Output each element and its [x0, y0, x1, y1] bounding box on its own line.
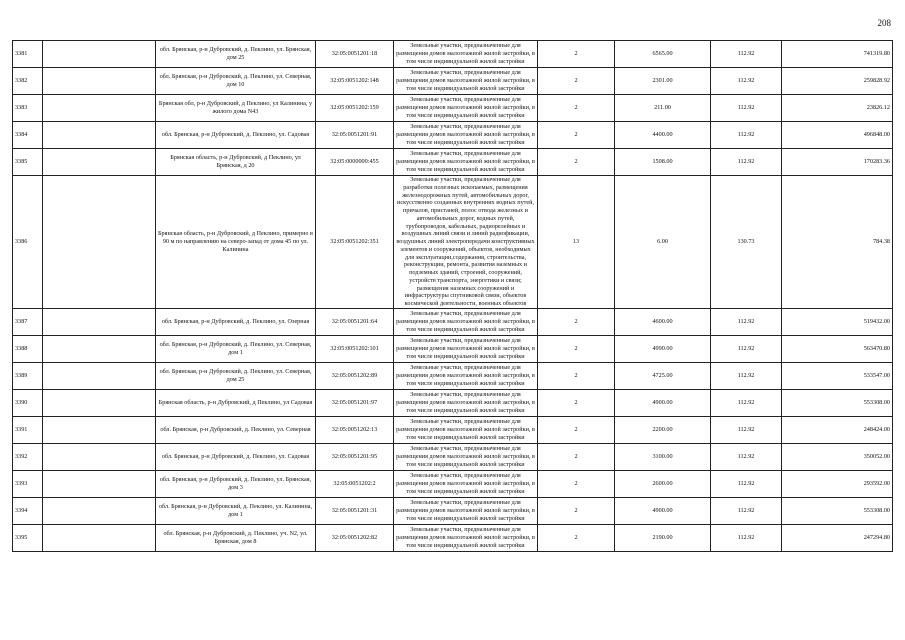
blank-cell	[43, 95, 156, 122]
table-row	[13, 390, 893, 417]
address-cell: обл. Брянская, р-н Дубровский, д. Пеклино, ул. Калинина, дом 1	[156, 498, 316, 525]
cadastral-value-cell: 293592.00	[782, 471, 893, 498]
category-cell: 2	[538, 336, 615, 363]
cadastral-value-cell: 23826.12	[782, 95, 893, 122]
category-cell: 2	[538, 444, 615, 471]
land-use-cell: Земельные участки, предназначенные для размещения домов малоэтажной жилой застройки, в том числе индивидуальной жилой застройки	[394, 498, 538, 525]
category-cell: 2	[538, 363, 615, 390]
category-cell: 13	[538, 176, 615, 309]
land-registry-table	[12, 40, 893, 552]
cadastral-value-cell: 170283.36	[782, 149, 893, 176]
address-cell: обл. Брянская, р-н Дубровский, д. Пеклино, ул. Брянская, дом 3	[156, 471, 316, 498]
land-use-cell: Земельные участки, предназначенные для размещения домов малоэтажной жилой застройки, в том числе индивидуальной жилой застройки	[394, 525, 538, 552]
row-number-cell: 3387	[13, 309, 43, 336]
cadastral-number-cell: 32:05:0051202:101	[316, 336, 394, 363]
table-row	[13, 41, 893, 68]
cadastral-value-cell: 247294.80	[782, 525, 893, 552]
area-cell: 4900.00	[615, 390, 711, 417]
cadastral-value-cell: 563470.80	[782, 336, 893, 363]
category-cell: 2	[538, 122, 615, 149]
blank-cell	[43, 336, 156, 363]
address-cell: Брянская область, р-н Дубровский, д Пеклино, примерно в 90 м по направлению на северо-запад от дома 45 по ул. Калинина	[156, 176, 316, 309]
blank-cell	[43, 149, 156, 176]
category-cell: 2	[538, 149, 615, 176]
cadastral-number-cell: 32:05:0051201:64	[316, 309, 394, 336]
cadastral-number-cell: 32:05:0000000:455	[316, 149, 394, 176]
land-use-cell: Земельные участки, предназначенные для размещения домов малоэтажной жилой застройки, в том числе индивидуальной жилой застройки	[394, 444, 538, 471]
page-number: 208	[877, 18, 891, 28]
cadastral-value-cell: 259828.92	[782, 68, 893, 95]
land-use-cell: Земельные участки, предназначенные для размещения домов малоэтажной жилой застройки, в том числе индивидуальной жилой застройки	[394, 95, 538, 122]
blank-cell	[43, 498, 156, 525]
table-row	[13, 444, 893, 471]
cadastral-value-cell: 519432.00	[782, 309, 893, 336]
cadastral-number-cell: 32:05:0051202:351	[316, 176, 394, 309]
table-row	[13, 417, 893, 444]
cadastral-value-cell: 741319.80	[782, 41, 893, 68]
cadastral-number-cell: 32:05:0051202:89	[316, 363, 394, 390]
row-number-cell: 3390	[13, 390, 43, 417]
address-cell: Брянская область, р-н Дубровский, д Пеклино, ул Садовая	[156, 390, 316, 417]
blank-cell	[43, 525, 156, 552]
table-row	[13, 149, 893, 176]
table-row	[13, 471, 893, 498]
rate-cell: 112.92	[711, 444, 782, 471]
blank-cell	[43, 471, 156, 498]
category-cell: 2	[538, 390, 615, 417]
area-cell: 4990.00	[615, 336, 711, 363]
blank-cell	[43, 444, 156, 471]
rate-cell: 112.92	[711, 390, 782, 417]
row-number-cell: 3392	[13, 444, 43, 471]
address-cell: обл. Брянская, р-н Дубровский, д. Пеклино, ул. Северная, дом 10	[156, 68, 316, 95]
row-number-cell: 3383	[13, 95, 43, 122]
table-row	[13, 68, 893, 95]
cadastral-value-cell: 350052.00	[782, 444, 893, 471]
land-use-cell: Земельные участки, предназначенные для размещения домов малоэтажной жилой застройки, в том числе индивидуальной жилой застройки	[394, 309, 538, 336]
category-cell: 2	[538, 525, 615, 552]
land-use-cell: Земельные участки, предназначенные для размещения домов малоэтажной жилой застройки, в том числе индивидуальной жилой застройки	[394, 149, 538, 176]
category-cell: 2	[538, 95, 615, 122]
table-row	[13, 122, 893, 149]
cadastral-number-cell: 32:05:0051201:18	[316, 41, 394, 68]
category-cell: 2	[538, 417, 615, 444]
blank-cell	[43, 176, 156, 309]
rate-cell: 112.92	[711, 95, 782, 122]
rate-cell: 112.92	[711, 309, 782, 336]
table-row	[13, 95, 893, 122]
rate-cell: 112.92	[711, 363, 782, 390]
blank-cell	[43, 363, 156, 390]
rate-cell: 112.92	[711, 122, 782, 149]
area-cell: 4400.00	[615, 122, 711, 149]
row-number-cell: 3381	[13, 41, 43, 68]
rate-cell: 112.92	[711, 417, 782, 444]
cadastral-number-cell: 32:05:0051202:2	[316, 471, 394, 498]
area-cell: 6.00	[615, 176, 711, 309]
row-number-cell: 3385	[13, 149, 43, 176]
cadastral-value-cell: 553308.00	[782, 390, 893, 417]
table-row	[13, 525, 893, 552]
area-cell: 3100.00	[615, 444, 711, 471]
land-use-cell: Земельные участки, предназначенные для размещения домов малоэтажной жилой застройки, в том числе индивидуальной жилой застройки	[394, 68, 538, 95]
land-use-cell: Земельные участки, предназначенные для размещения домов малоэтажной жилой застройки, в том числе индивидуальной жилой застройки	[394, 336, 538, 363]
cadastral-number-cell: 32:05:0051202:148	[316, 68, 394, 95]
category-cell: 2	[538, 68, 615, 95]
land-use-cell: Земельные участки, предназначенные для разработки полезных ископаемых, размещения железнодорожных путей, автомобильных дорог, искусственно созданных внутренних водных путей, причалов, пристаней, полос отвода железных и автомобильных дорог, водных путей, трубопроводов, кабельных, радиорелейных и воздушных линий связи и линий радиофикации, воздушных линий электропередачи конструктивных элементов и сооружений, объектов, необходимых для эксплуатации,содержания, строительства, реконструкции, ремонта, развития наземных и подземных зданий, строений, сооружений, устройств транспорта, энергетики и связи; размещения наземных сооружений и инфраструктуры спутниковой связи, объектов космической деятельности, военных объектов	[394, 176, 538, 309]
address-cell: обл. Брянская, р-н Дубровский, д. Пеклино, ул. Северная, дом 25	[156, 363, 316, 390]
area-cell: 2200.00	[615, 417, 711, 444]
blank-cell	[43, 122, 156, 149]
address-cell: обл. Брянская, р-н Дубровский, д. Пеклино, уч. N2, ул. Брянская, дом 8	[156, 525, 316, 552]
rate-cell: 112.92	[711, 68, 782, 95]
land-use-cell: Земельные участки, предназначенные для размещения домов малоэтажной жилой застройки, в том числе индивидуальной жилой застройки	[394, 471, 538, 498]
row-number-cell: 3395	[13, 525, 43, 552]
address-cell: Брянская область, р-н Дубровский, д Пеклино, ул Брянская, д 20	[156, 149, 316, 176]
table-row	[13, 176, 893, 309]
cadastral-value-cell: 248424.00	[782, 417, 893, 444]
cadastral-number-cell: 32:05:0051201:91	[316, 122, 394, 149]
row-number-cell: 3386	[13, 176, 43, 309]
table-row	[13, 336, 893, 363]
area-cell: 4900.00	[615, 498, 711, 525]
land-use-cell: Земельные участки, предназначенные для размещения домов малоэтажной жилой застройки, в том числе индивидуальной жилой застройки	[394, 390, 538, 417]
area-cell: 2600.00	[615, 471, 711, 498]
address-cell: обл. Брянская, р-н Дубровский, д. Пеклино, ул. Озерная	[156, 309, 316, 336]
rate-cell: 130.73	[711, 176, 782, 309]
cadastral-value-cell: 496848.00	[782, 122, 893, 149]
land-use-cell: Земельные участки, предназначенные для размещения домов малоэтажной жилой застройки, в том числе индивидуальной жилой застройки	[394, 363, 538, 390]
cadastral-value-cell: 784.38	[782, 176, 893, 309]
table-row	[13, 498, 893, 525]
rate-cell: 112.92	[711, 41, 782, 68]
rate-cell: 112.92	[711, 525, 782, 552]
blank-cell	[43, 68, 156, 95]
address-cell: обл. Брянская, р-н Дубровский, д. Пеклино, ул. Северная, дом 1	[156, 336, 316, 363]
rate-cell: 112.92	[711, 336, 782, 363]
area-cell: 6565.00	[615, 41, 711, 68]
land-use-cell: Земельные участки, предназначенные для размещения домов малоэтажной жилой застройки, в том числе индивидуальной жилой застройки	[394, 41, 538, 68]
row-number-cell: 3382	[13, 68, 43, 95]
address-cell: обл. Брянская, р-н Дубровский, д. Пеклино, ул. Садовая	[156, 122, 316, 149]
land-use-cell: Земельные участки, предназначенные для размещения домов малоэтажной жилой застройки, в том числе индивидуальной жилой застройки	[394, 417, 538, 444]
rate-cell: 112.92	[711, 498, 782, 525]
area-cell: 211.00	[615, 95, 711, 122]
row-number-cell: 3393	[13, 471, 43, 498]
category-cell: 2	[538, 498, 615, 525]
row-number-cell: 3394	[13, 498, 43, 525]
address-cell: обл. Брянская, р-н Дубровский, д. Пеклино, ул. Садовая	[156, 444, 316, 471]
area-cell: 1508.00	[615, 149, 711, 176]
address-cell: обл. Брянская, р-н Дубровский, д. Пеклино, ул. Брянская, дом 25	[156, 41, 316, 68]
category-cell: 2	[538, 309, 615, 336]
area-cell: 2190.00	[615, 525, 711, 552]
area-cell: 2301.00	[615, 68, 711, 95]
address-cell: Брянская обл, р-н Дубровский, д Пеклино, ул Калинина, у жилого дома N43	[156, 95, 316, 122]
row-number-cell: 3389	[13, 363, 43, 390]
area-cell: 4725.00	[615, 363, 711, 390]
row-number-cell: 3391	[13, 417, 43, 444]
blank-cell	[43, 417, 156, 444]
blank-cell	[43, 41, 156, 68]
blank-cell	[43, 390, 156, 417]
rate-cell: 112.92	[711, 149, 782, 176]
cadastral-number-cell: 32:05:0051201:97	[316, 390, 394, 417]
table-row	[13, 309, 893, 336]
land-use-cell: Земельные участки, предназначенные для размещения домов малоэтажной жилой застройки, в том числе индивидуальной жилой застройки	[394, 122, 538, 149]
cadastral-number-cell: 32:05:0051201:31	[316, 498, 394, 525]
category-cell: 2	[538, 471, 615, 498]
cadastral-number-cell: 32:05:0051202:159	[316, 95, 394, 122]
table-row	[13, 363, 893, 390]
table-body	[13, 41, 893, 552]
row-number-cell: 3384	[13, 122, 43, 149]
row-number-cell: 3388	[13, 336, 43, 363]
category-cell: 2	[538, 41, 615, 68]
address-cell: обл. Брянская, р-н Дубровский, д. Пеклино, ул. Северная	[156, 417, 316, 444]
blank-cell	[43, 309, 156, 336]
rate-cell: 112.92	[711, 471, 782, 498]
cadastral-number-cell: 32:05:0051202:82	[316, 525, 394, 552]
cadastral-number-cell: 32:05:0051202:13	[316, 417, 394, 444]
cadastral-number-cell: 32:05:0051201:95	[316, 444, 394, 471]
area-cell: 4600.00	[615, 309, 711, 336]
cadastral-value-cell: 533547.00	[782, 363, 893, 390]
cadastral-value-cell: 553308.00	[782, 498, 893, 525]
